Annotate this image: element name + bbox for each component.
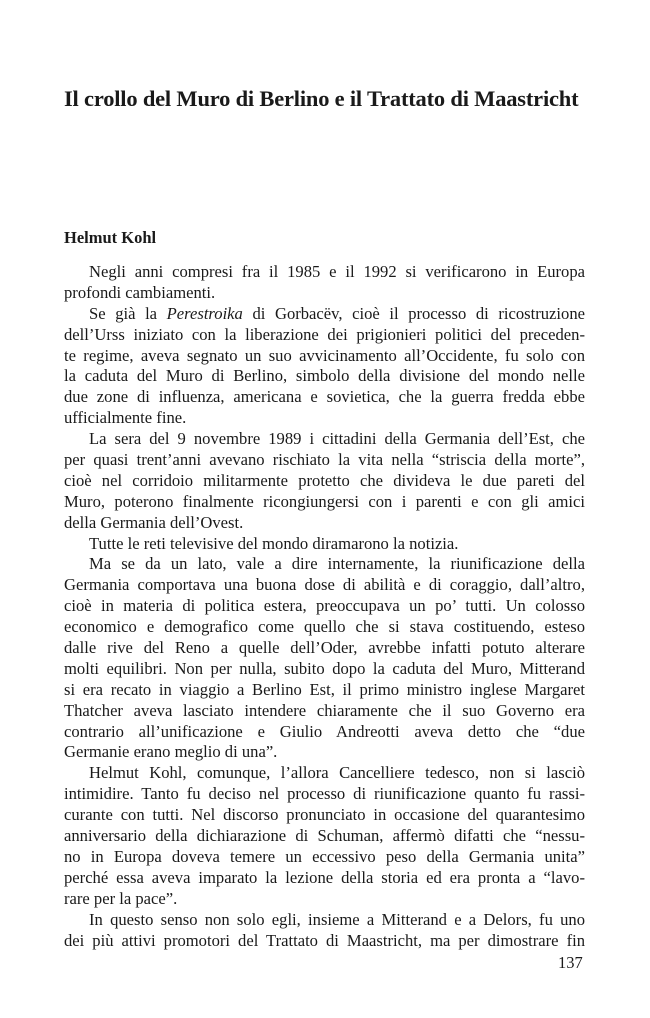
text-line: cioè nel corridoio militarmente protetto che divideva le due pareti del	[64, 470, 585, 490]
text-line: te regime, aveva segnato un suo avvicinamento all’Occidente, fu solo con	[64, 345, 585, 365]
paragraph	[64, 304, 585, 429]
paragraph	[64, 763, 585, 909]
paragraph	[64, 262, 585, 304]
section-heading: Helmut Kohl	[64, 228, 157, 247]
italic-term: Perestroika	[166, 303, 243, 323]
text-line: dei più attivi promotori del Trattato di Maastricht, ma per dimostrare fin	[64, 930, 585, 950]
text-line: Ma se da un lato, vale a dire internamente, la riunificazione della	[89, 554, 585, 574]
text-line: della Germania dell’Ovest.	[64, 512, 244, 532]
paragraph	[64, 910, 585, 952]
text-line: la caduta del Muro di Berlino, simbolo della divisione del mondo nelle	[64, 366, 585, 386]
text-line	[64, 304, 585, 325]
text-line: economico e demografico come quello che si stava costituendo, esteso	[64, 617, 585, 637]
text-line: due zone di influenza, americana e sovietica, che la guerra fredda ebbe	[64, 387, 585, 407]
text-line: curante con tutti. Nel discorso pronunciato in occasione del quarantesimo	[64, 805, 585, 825]
text-line: no in Europa doveva temere un eccessivo peso della Germania unita”	[64, 846, 585, 866]
text-line: Germanie erano meglio di una”.	[64, 742, 278, 762]
text-line: intimidire. Tanto fu deciso nel processo di riunificazione quanto fu rassi-	[64, 784, 585, 804]
text-line: Germania comportava una buona dose di abilità e di coraggio, dall’altro,	[64, 575, 585, 595]
text-line: cioè in materia di politica estera, preoccupava un po’ tutti. Un colosso	[64, 596, 585, 616]
text-line: Helmut Kohl, comunque, l’allora Cancelliere tedesco, non si lasciò	[89, 763, 585, 783]
text-line: anniversario della dichiarazione di Schuman, affermò difatti che “nessu-	[64, 826, 585, 846]
chapter-title: Il crollo del Muro di Berlino e il Trattato di Maastricht	[64, 86, 579, 111]
text-segment: Se già la	[89, 303, 167, 323]
paragraph	[64, 534, 585, 555]
text-line: La sera del 9 novembre 1989 i cittadini della Germania dell’Est, che	[89, 429, 585, 449]
text-line: Negli anni compresi fra il 1985 e il 1992 si verificarono in Europa	[89, 262, 585, 281]
text-line: per quasi trent’anni avevano rischiato la vita nella “striscia della morte”,	[64, 450, 585, 470]
text-segment: di Gorbacëv, cioè il processo di ricostruzione	[242, 303, 585, 323]
text-line: contrario all’unificazione e Giulio Andreotti aveva detto che “due	[64, 721, 585, 741]
text-line: si era recato in viaggio a Berlino Est, il primo ministro inglese Margaret	[64, 679, 585, 699]
text-line: Thatcher aveva lasciato intendere chiaramente che il suo Governo era	[64, 700, 585, 720]
text-line: dell’Urss iniziato con la liberazione dei prigionieri politici del preceden-	[64, 324, 585, 344]
text-line: profondi cambiamenti.	[64, 282, 216, 302]
text-line: In questo senso non solo egli, insieme a Mitterand e a Delors, fu uno	[89, 909, 585, 929]
text-line: perché essa aveva imparato la lezione della storia ed era pronta a “lavo-	[64, 867, 585, 887]
paragraph	[64, 554, 585, 763]
text-line: molti equilibri. Non per nulla, subito dopo la caduta del Muro, Mitterand	[64, 658, 585, 678]
body-text	[64, 262, 585, 951]
page-number: 137	[558, 953, 583, 972]
text-line: Muro, poterono finalmente ricongiungersi con i parenti e con gli amici	[64, 491, 585, 511]
paragraph	[64, 429, 585, 533]
text-line: Tutte le reti televisive del mondo diramarono la notizia.	[89, 533, 459, 553]
text-line: dalle rive del Reno a quelle dell’Oder, avrebbe infatti potuto alterare	[64, 638, 585, 658]
text-line: rare per la pace”.	[64, 888, 178, 908]
text-line: ufficialmente fine.	[64, 408, 187, 428]
